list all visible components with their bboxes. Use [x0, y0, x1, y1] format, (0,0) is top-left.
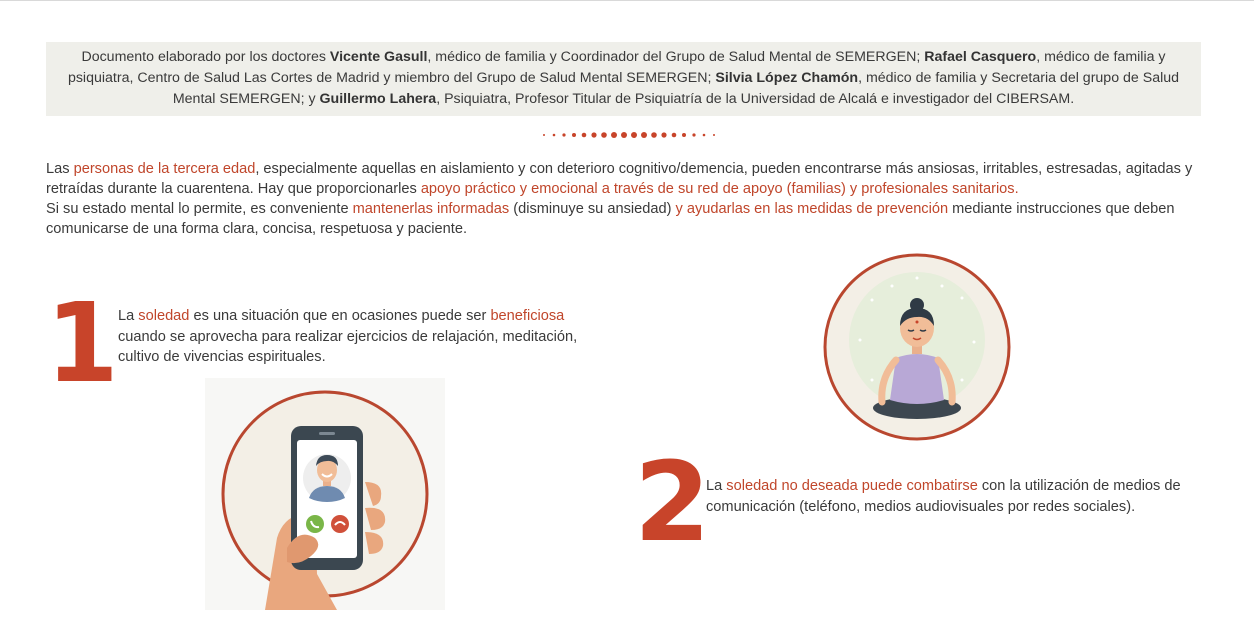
- author-name: Vicente Gasull: [329, 49, 428, 65]
- item-text: cuando se aprovecha para realizar ejercicios de relajación, meditación, cultivo de vivencias espirituales.: [118, 328, 578, 365]
- top-divider: [0, 0, 1254, 1]
- author-name: Guillermo Lahera: [319, 91, 437, 107]
- credits-lead: Documento elaborado por los doctores: [81, 49, 330, 65]
- author-role: , médico de familia y Coordinador del Grupo de Salud Mental de SEMERGEN;: [427, 49, 925, 65]
- item-text: La: [706, 478, 727, 494]
- intro-highlight: apoyo práctico y emocional a través de su red de apoyo (familias) y profesionales sanitarios.: [420, 181, 1019, 197]
- credits-box: [46, 42, 1201, 116]
- item-number-2: 2: [634, 438, 707, 566]
- decline-call-icon: [331, 515, 349, 533]
- author-role: , Psiquiatra, Profesor Titular de Psiquiatría de la Universidad de Alcalá e investigador del CIBERSAM.: [436, 91, 1075, 107]
- item-1-text: [118, 306, 608, 368]
- item-highlight: soledad: [138, 308, 190, 324]
- dotted-separator: [540, 129, 720, 141]
- item-highlight: soledad no deseada puede combatirse: [726, 478, 978, 494]
- accept-call-icon: [306, 515, 324, 533]
- intro-text: Las: [46, 161, 74, 177]
- author-role: , médico de familia y psiquiatra, Centro de Salud Las Cortes de Madrid y miembro del Grupo de Salud Mental SEMERGEN;: [67, 49, 1166, 86]
- author-name: Silvia López Chamón: [715, 70, 859, 86]
- item-highlight: beneficiosa: [490, 308, 565, 324]
- item-text: con la utilización de medios de comunicación (teléfono, medios audiovisuales por redes sociales).: [706, 478, 1181, 515]
- intro-text: (disminuye su ansiedad): [509, 201, 676, 217]
- item-number-1: 1: [45, 279, 115, 407]
- author-role: , médico de familia y Secretaria del grupo de Salud Mental SEMERGEN; y: [172, 70, 1180, 107]
- item-text: es una situación que en ocasiones puede ser: [189, 308, 491, 324]
- item-text: La: [118, 308, 139, 324]
- intro-highlight: personas de la tercera edad: [73, 161, 256, 177]
- phone-call-illustration: [205, 378, 445, 610]
- intro-text: Si su estado mental lo permite, es conveniente: [46, 201, 353, 217]
- intro-text: mediante instrucciones que deben comunicarse de una forma clara, concisa, respetuosa y paciente.: [46, 201, 1175, 237]
- intro-highlight: y ayudarlas en las medidas de prevención: [675, 201, 949, 217]
- intro-highlight: mantenerlas informadas: [352, 201, 510, 217]
- intro-paragraph: [46, 159, 1216, 239]
- meditation-illustration: [812, 250, 1022, 444]
- author-name: Rafael Casquero: [924, 49, 1037, 65]
- intro-text: , especialmente aquellas en aislamiento y con deterioro cognitivo/demencia, pueden encontrarse más ansiosas, irritables, estresadas, agitadas y retraídas durante la cuarentena. Hay que proporcionarles: [46, 161, 1193, 197]
- item-2-text: [706, 476, 1226, 517]
